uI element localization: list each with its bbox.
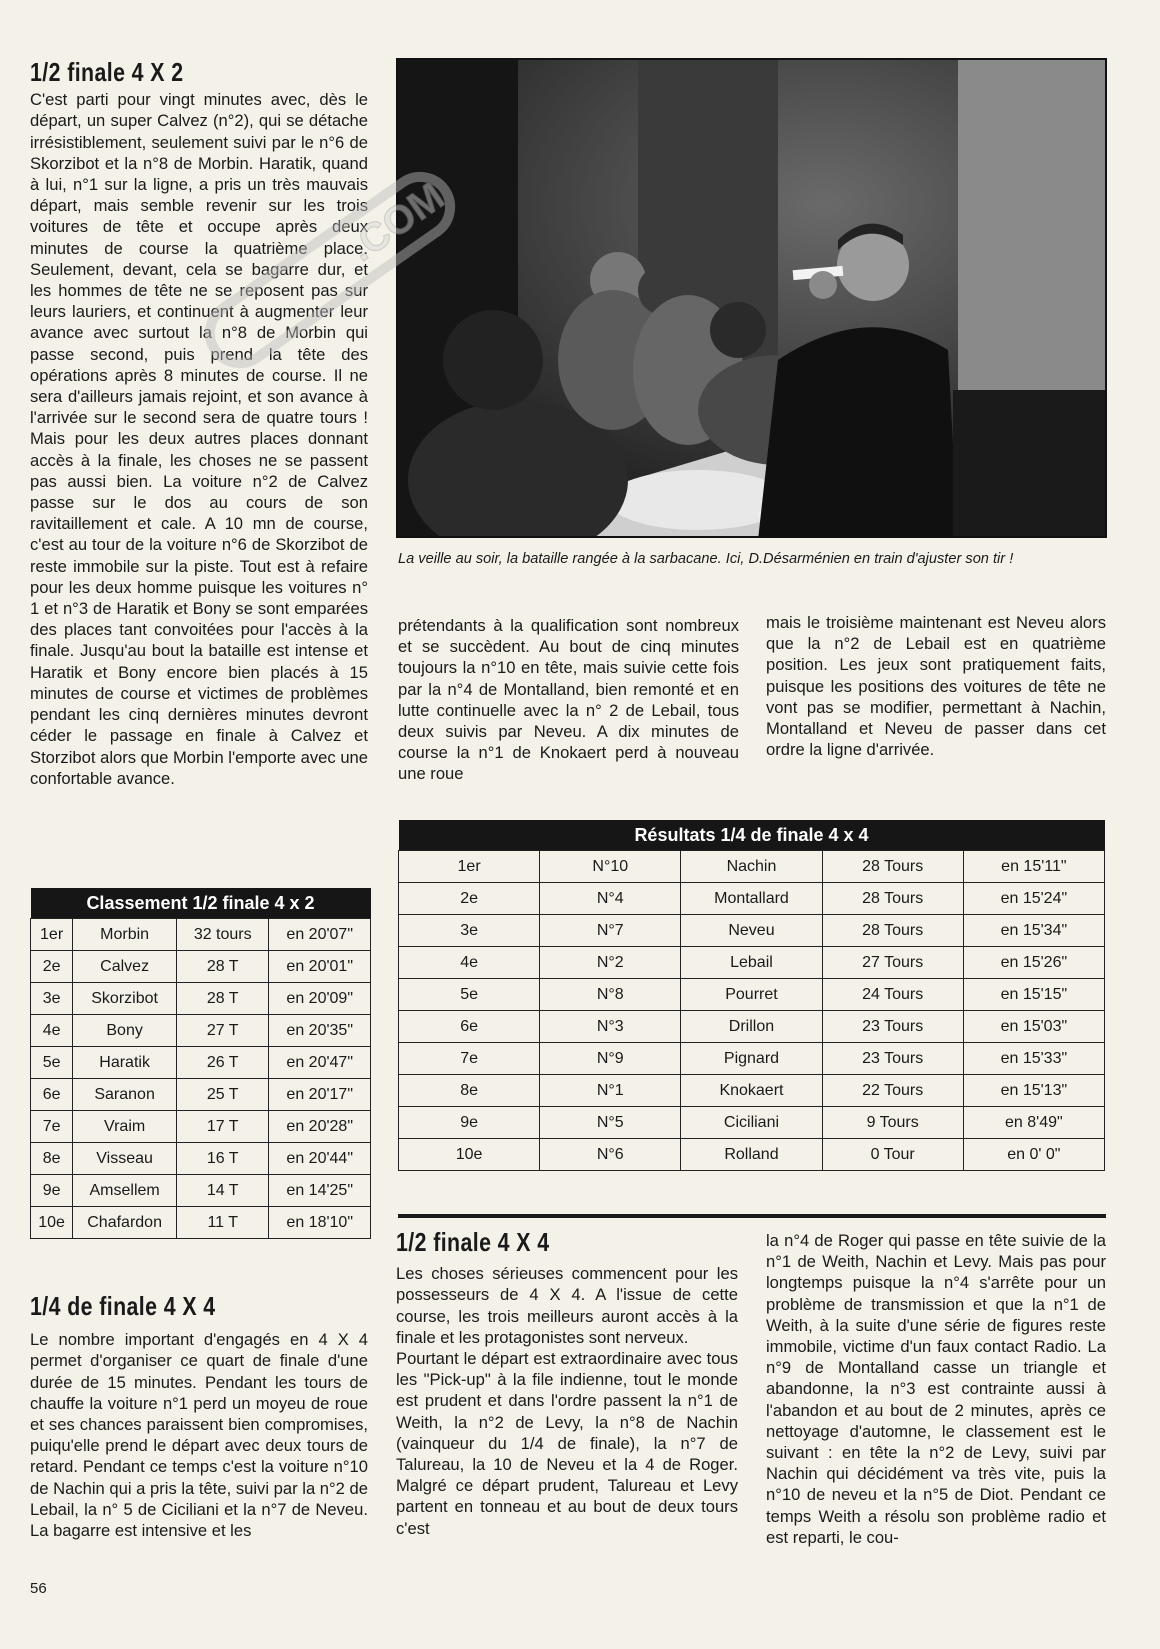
resultats-cell: N°9 bbox=[540, 1043, 681, 1075]
resultats-cell: N°1 bbox=[540, 1075, 681, 1107]
table-row bbox=[399, 1043, 1105, 1075]
resultats-table bbox=[398, 820, 1105, 1171]
classement-cell: 6e bbox=[31, 1079, 73, 1111]
article-body-semifinal-4x2: C'est parti pour vingt minutes avec, dès le départ, un super Calvez (n°2), qui se détache irrésistiblement, seulement suivi par le n°6 de Skorzibot et la n°8 de Morbin. Haratik, quand à lui, n°1 sur la ligne, a pris un très mauvais départ, mais semble revenir sur les trois voitures de tête et occupe après deux minutes de course la quatrième place. Seulement, devant, cela se bagarre dur, et les hommes de tête ne se reposent pas sur leurs lauriers, et continuent à augmenter leur avance avec surtout la n°8 de Morbin qui passe second, puis prend la tête des opérations après 8 minutes de course. Il ne sera d'ailleurs jamais rejoint, et son avance à l'arrivée sur le second sera de quatre tours ! Mais pour les deux autres places donnant accès à la finale, les choses ne se passent pas aussi bien. La voiture n°2 de Calvez passe sur le dos au cours de son ravitaillement et cale. A 10 mn de course, c'est au tour de la voiture n°6 de Skorzibot de reste immobile sur la piste. Tout est à refaire pour les deux homme puisque les voitures n° 1 et n°3 de Haratik et Bony se sont emparées des places tant convoitées pour l'accès à la finale. Jusqu'au bout la bataille est intense et Haratik et Bony encore bien placés à 15 minutes de course et victimes de problèmes pendant les cinq dernières minutes devront céder le passage en finale à Calvez et Storzibot alors que Morbin l'emporte avec une confortable avance. bbox=[30, 90, 368, 788]
table-row bbox=[399, 947, 1105, 979]
bottom-left-column bbox=[396, 1227, 738, 1539]
resultats-cell: Nachin bbox=[681, 851, 822, 883]
table-row bbox=[399, 1011, 1105, 1043]
heading-quarterfinal-4x4: 1/4 de finale 4 X 4 bbox=[30, 1291, 216, 1321]
classement-cell: Vraim bbox=[73, 1111, 177, 1143]
classement-cell: 28 T bbox=[177, 951, 269, 983]
bottom-right-column bbox=[766, 1230, 1106, 1548]
classement-cell: 3e bbox=[31, 983, 73, 1015]
resultats-cell: 10e bbox=[399, 1139, 540, 1171]
right-column-top bbox=[766, 612, 1106, 760]
resultats-cell: N°4 bbox=[540, 883, 681, 915]
resultats-cell: Knokaert bbox=[681, 1075, 822, 1107]
classement-cell: 11 T bbox=[177, 1207, 269, 1239]
classement-table bbox=[30, 888, 371, 1239]
photo-caption: La veille au soir, la bataille rangée à la sarbacane. Ici, D.Désarménien en train d'ajuster son tir ! bbox=[398, 551, 1014, 567]
resultats-cell: 0 Tour bbox=[822, 1139, 963, 1171]
article-body-semifinal-4x4-right: la n°4 de Roger qui passe en tête suivie de la n°1 de Weith, Nachin et Levy. Mais pas pour longtemps puisque la n°4 s'arrête pour un problème de transmission et que la n°1 de Weith, à la suite d'une série de figures reste immobile, victime d'un faux contact Radio. La n°9 de Montalland casse un triangle et abandonne, la n°3 est contrainte aussi à l'abandon et au bout de 2 minutes, après ce nettoyage d'automne, le classement est le suivant : en tête la n°2 de Levy, suivi par Nachin qui décidément va très vite, puis la n°10 de neveu et la n°5 de Diot. Pendant ce temps Weith a résolu son problème radio et est reparti, le cou- bbox=[766, 1231, 1106, 1547]
classement-cell: 25 T bbox=[177, 1079, 269, 1111]
table-row bbox=[399, 851, 1105, 883]
resultats-cell: Pourret bbox=[681, 979, 822, 1011]
table-row bbox=[31, 919, 371, 951]
classement-cell: Chafardon bbox=[73, 1207, 177, 1239]
resultats-cell: Montallard bbox=[681, 883, 822, 915]
classement-cell: 32 tours bbox=[177, 919, 269, 951]
left-column bbox=[30, 57, 368, 789]
resultats-cell: en 15'13" bbox=[963, 1075, 1104, 1107]
resultats-cell: 28 Tours bbox=[822, 883, 963, 915]
classement-cell: Skorzibot bbox=[73, 983, 177, 1015]
classement-cell: 5e bbox=[31, 1047, 73, 1079]
classement-cell: en 20'17" bbox=[269, 1079, 371, 1111]
resultats-cell: N°7 bbox=[540, 915, 681, 947]
classement-cell: 26 T bbox=[177, 1047, 269, 1079]
resultats-cell: 5e bbox=[399, 979, 540, 1011]
table-row bbox=[31, 1015, 371, 1047]
resultats-cell: 1er bbox=[399, 851, 540, 883]
article-body-semifinal-4x4: Les choses sérieuses commencent pour les possesseurs de 4 X 4. A l'issue de cette course, les trois meilleurs auront accès à la finale et les protagonistes sont nerveux. bbox=[396, 1264, 738, 1347]
classement-cell: 8e bbox=[31, 1143, 73, 1175]
classement-cell: en 18'10" bbox=[269, 1207, 371, 1239]
resultats-cell: 28 Tours bbox=[822, 915, 963, 947]
resultats-cell: N°6 bbox=[540, 1139, 681, 1171]
svg-text:.COM: .COM bbox=[341, 174, 453, 270]
resultats-cell: en 15'11" bbox=[963, 851, 1104, 883]
photo bbox=[396, 58, 1107, 538]
table-row bbox=[399, 1107, 1105, 1139]
resultats-cell: 6e bbox=[399, 1011, 540, 1043]
article-body-right: mais le troisième maintenant est Neveu alors que la n°2 de Lebail est en quatrième position. Les jeux sont pratiquement faits, puisque les positions des voitures de tête ne vont pas se modifier, permettant à Nachin, Montalland et Neveu de passer dans cet ordre la ligne d'arrivée. bbox=[766, 613, 1106, 760]
classement-cell: Saranon bbox=[73, 1079, 177, 1111]
resultats-cell: N°10 bbox=[540, 851, 681, 883]
photo-illustration bbox=[398, 60, 1107, 538]
left-column-bottom bbox=[30, 1291, 368, 1541]
classement-cell: 27 T bbox=[177, 1015, 269, 1047]
classement-cell: Calvez bbox=[73, 951, 177, 983]
resultats-cell: Pignard bbox=[681, 1043, 822, 1075]
resultats-cell: N°2 bbox=[540, 947, 681, 979]
resultats-cell: 23 Tours bbox=[822, 1011, 963, 1043]
article-body-continued: prétendants à la qualification sont nombreux et se succèdent. Au bout de cinq minutes toujours la n°10 en tête, mais suivie cette fois par la n°4 de Montalland, bien remonté et en lutte continuelle avec la n° 2 de Lebail, tous deux suivis par Neveu. A dix minutes de course la n°1 de Knokaert perd à nouveau une roue bbox=[398, 616, 739, 784]
resultats-cell: 22 Tours bbox=[822, 1075, 963, 1107]
classement-cell: 10e bbox=[31, 1207, 73, 1239]
resultats-cell: Drillon bbox=[681, 1011, 822, 1043]
resultats-cell: en 0' 0" bbox=[963, 1139, 1104, 1171]
classement-cell: 17 T bbox=[177, 1111, 269, 1143]
classement-cell: en 14'25" bbox=[269, 1175, 371, 1207]
resultats-cell: N°5 bbox=[540, 1107, 681, 1139]
resultats-cell: 24 Tours bbox=[822, 979, 963, 1011]
table-row bbox=[399, 915, 1105, 947]
resultats-cell: N°3 bbox=[540, 1011, 681, 1043]
classement-cell: Bony bbox=[73, 1015, 177, 1047]
resultats-cell: Rolland bbox=[681, 1139, 822, 1171]
resultats-cell: 23 Tours bbox=[822, 1043, 963, 1075]
classement-cell: en 20'07" bbox=[269, 919, 371, 951]
classement-cell: 9e bbox=[31, 1175, 73, 1207]
table-row bbox=[31, 1079, 371, 1111]
heading-semifinal-4x2: 1/2 finale 4 X 2 bbox=[30, 57, 184, 87]
resultats-cell: 2e bbox=[399, 883, 540, 915]
table-row bbox=[31, 1047, 371, 1079]
classement-cell: Haratik bbox=[73, 1047, 177, 1079]
resultats-cell: Lebail bbox=[681, 947, 822, 979]
resultats-cell: 9e bbox=[399, 1107, 540, 1139]
page-number: 56 bbox=[30, 1580, 47, 1597]
classement-cell: 1er bbox=[31, 919, 73, 951]
middle-column bbox=[398, 615, 739, 785]
classement-cell: 4e bbox=[31, 1015, 73, 1047]
resultats-cell: N°8 bbox=[540, 979, 681, 1011]
classement-cell: en 20'09" bbox=[269, 983, 371, 1015]
classement-cell: en 20'44" bbox=[269, 1143, 371, 1175]
resultats-cell: en 15'26" bbox=[963, 947, 1104, 979]
resultats-cell: en 15'33" bbox=[963, 1043, 1104, 1075]
classement-cell: 7e bbox=[31, 1111, 73, 1143]
resultats-cell: 7e bbox=[399, 1043, 540, 1075]
table-row bbox=[31, 1143, 371, 1175]
classement-table-title: Classement 1/2 finale 4 x 2 bbox=[31, 888, 371, 919]
table-row bbox=[399, 979, 1105, 1011]
article-body-semifinal-4x4-cont: Pourtant le départ est extraordinaire avec tous les "Pick-up" à la file indienne, tout le monde est prudent et dans l'ordre passent la n°1 de Weith, la n°2 de Levy, la n°8 de Nachin (vainqueur du 1/4 de finale), la n°7 de Talureau, la 10 de Neveu et la 4 de Roger. Malgré ce départ prudent, Talureau et Levy partent en tonneau et au bout de deux tours c'est bbox=[396, 1349, 738, 1538]
resultats-cell: en 15'34" bbox=[963, 915, 1104, 947]
resultats-cell: 4e bbox=[399, 947, 540, 979]
resultats-cell: en 15'24" bbox=[963, 883, 1104, 915]
heading-semifinal-4x4: 1/2 finale 4 X 4 bbox=[396, 1227, 550, 1257]
classement-cell: en 20'01" bbox=[269, 951, 371, 983]
classement-cell: Visseau bbox=[73, 1143, 177, 1175]
resultats-cell: 8e bbox=[399, 1075, 540, 1107]
table-row bbox=[399, 883, 1105, 915]
resultats-cell: en 15'03" bbox=[963, 1011, 1104, 1043]
article-body-quarterfinal-4x4: Le nombre important d'engagés en 4 X 4 permet d'organiser ce quart de finale d'une durée de 15 minutes. Pendant les tours de chauffe la voiture n°1 perd un moyeu de roue et ses chances paraissent bien compromises, puiqu'elle prend le départ avec deux tours de retard. Pendant ce temps c'est la voiture n°10 de Nachin qui a pris la tête, suivi par la n°2 de Lebail, la n° 5 de Ciciliani et la n°7 de Neveu. La bagarre est intensive et les bbox=[30, 1330, 368, 1541]
section-divider bbox=[398, 1214, 1106, 1218]
table-row bbox=[31, 1111, 371, 1143]
classement-cell: en 20'47" bbox=[269, 1047, 371, 1079]
table-row bbox=[31, 951, 371, 983]
resultats-cell: Ciciliani bbox=[681, 1107, 822, 1139]
resultats-cell: 27 Tours bbox=[822, 947, 963, 979]
table-row bbox=[31, 983, 371, 1015]
classement-cell: en 20'35" bbox=[269, 1015, 371, 1047]
classement-cell: 2e bbox=[31, 951, 73, 983]
classement-cell: 28 T bbox=[177, 983, 269, 1015]
resultats-cell: 3e bbox=[399, 915, 540, 947]
classement-cell: en 20'28" bbox=[269, 1111, 371, 1143]
table-row bbox=[31, 1207, 371, 1239]
resultats-cell: 9 Tours bbox=[822, 1107, 963, 1139]
table-row bbox=[399, 1075, 1105, 1107]
table-row bbox=[31, 1175, 371, 1207]
classement-cell: 14 T bbox=[177, 1175, 269, 1207]
resultats-cell: en 15'15" bbox=[963, 979, 1104, 1011]
resultats-cell: 28 Tours bbox=[822, 851, 963, 883]
classement-cell: Morbin bbox=[73, 919, 177, 951]
resultats-cell: en 8'49" bbox=[963, 1107, 1104, 1139]
table-row bbox=[399, 1139, 1105, 1171]
classement-cell: Amsellem bbox=[73, 1175, 177, 1207]
classement-cell: 16 T bbox=[177, 1143, 269, 1175]
resultats-table-title: Résultats 1/4 de finale 4 x 4 bbox=[399, 820, 1105, 851]
resultats-cell: Neveu bbox=[681, 915, 822, 947]
